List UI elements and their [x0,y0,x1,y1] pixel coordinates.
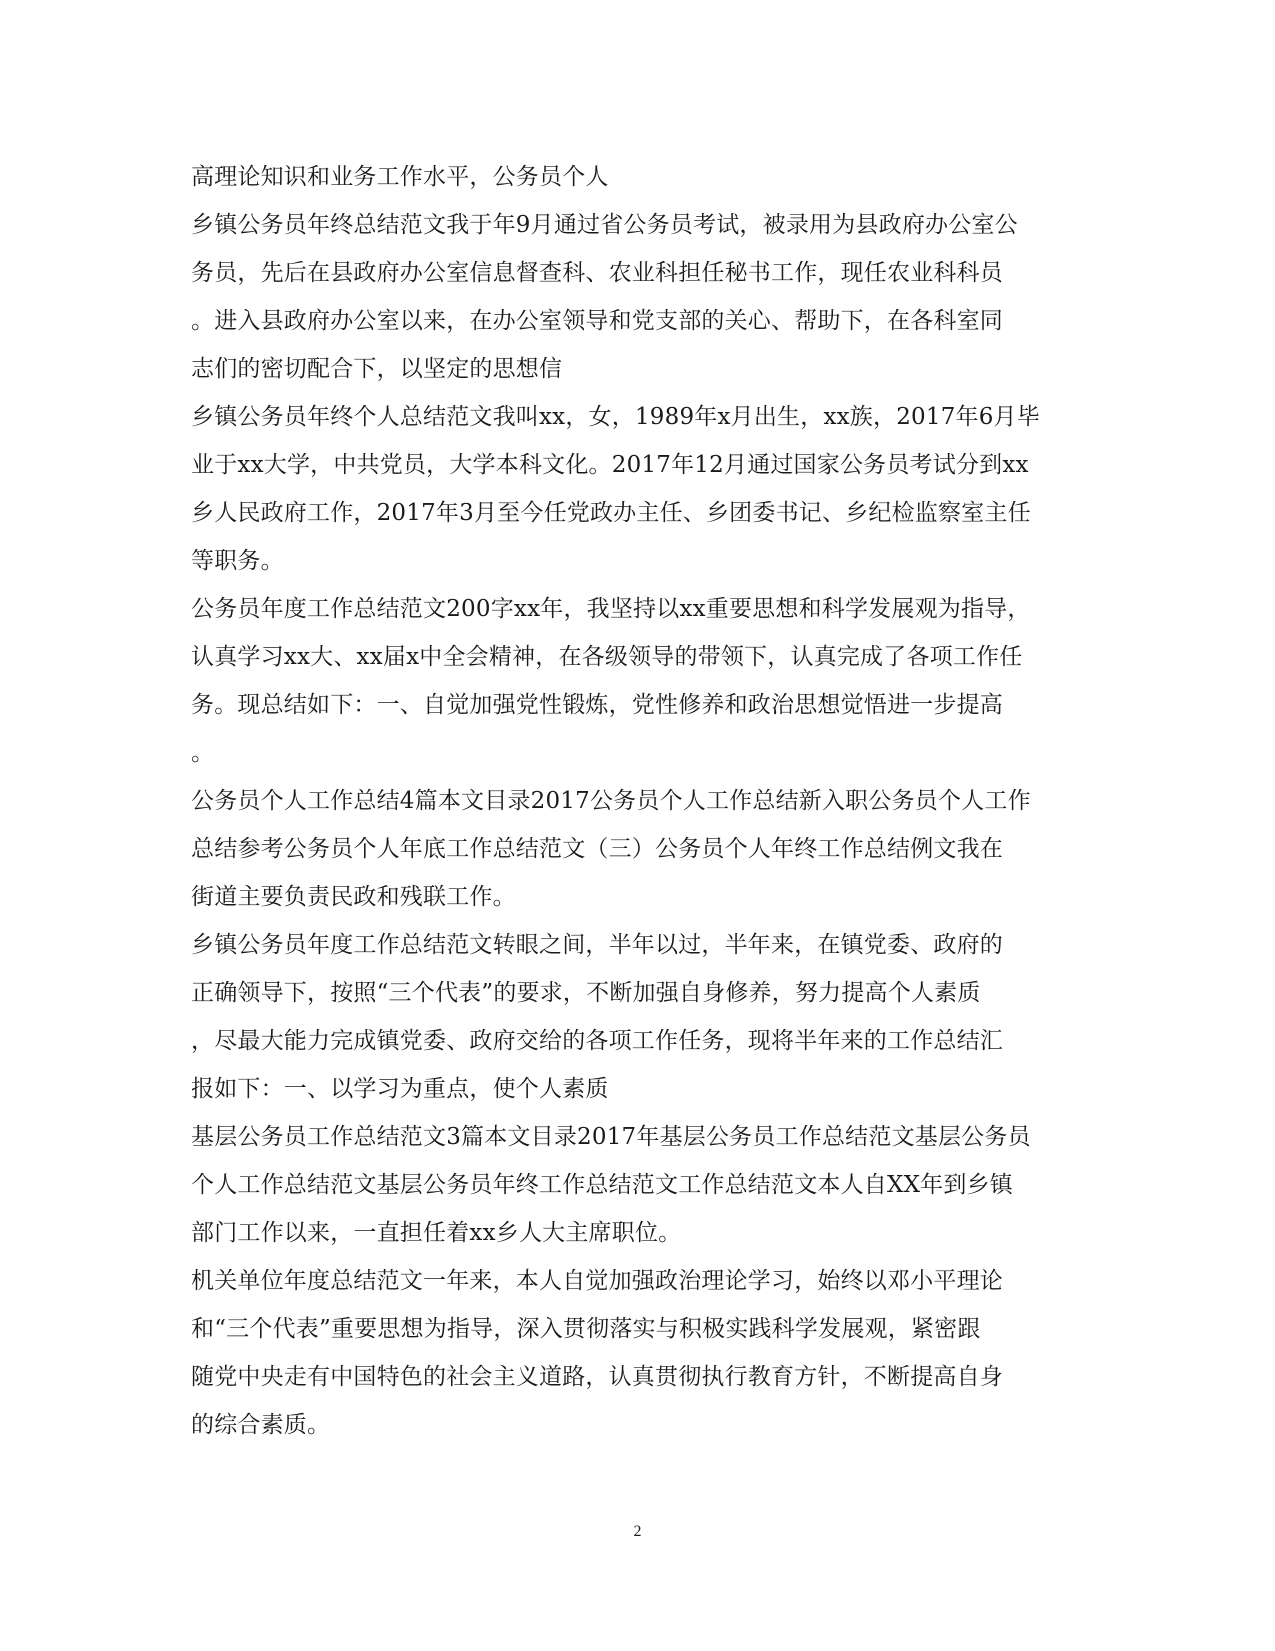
text-line: 部门工作以来，一直担任着xx乡人大主席职位。 [191,1220,682,1246]
text-line: 务员，先后在县政府办公室信息督查科、农业科担任秘书工作，现任农业科科员 [191,260,1003,286]
text-line: 机关单位年度总结范文一年来，本人自觉加强政治理论学习，始终以邓小平理论 [191,1268,1003,1294]
text-line: 报如下：一、以学习为重点，使个人素质 [191,1076,609,1102]
text-line: 高理论知识和业务工作水平，公务员个人 [191,164,609,190]
text-line: 务。现总结如下：一、自觉加强党性锻炼，党性修养和政治思想觉悟进一步提高 [191,692,1003,718]
text-line: 和“三个代表”重要思想为指导，深入贯彻落实与积极实践科学发展观，紧密跟 [191,1316,981,1342]
text-line: 街道主要负责民政和残联工作。 [191,884,516,910]
text-line: 。进入县政府办公室以来，在办公室领导和党支部的关心、帮助下，在各科室同 [191,308,1003,334]
text-line: 乡人民政府工作，2017年3月至今任党政办主任、乡团委书记、乡纪检监察室主任 [191,500,1031,526]
text-line: 志们的密切配合下，以坚定的思想信 [191,356,563,382]
text-line: 总结参考公务员个人年底工作总结范文（三）公务员个人年终工作总结例文我在 [191,836,1003,862]
text-line: 的综合素质。 [191,1412,331,1438]
text-line: 乡镇公务员年度工作总结范文转眼之间，半年以过，半年来，在镇党委、政府的 [191,932,1003,958]
text-line: 业于xx大学，中共党员，大学本科文化。2017年12月通过国家公务员考试分到xx [191,452,1029,478]
text-line: 随党中央走有中国特色的社会主义道路，认真贯彻执行教育方针，不断提高自身 [191,1364,1003,1390]
text-line: 公务员个人工作总结4篇本文目录2017公务员个人工作总结新入职公务员个人工作 [191,788,1031,814]
text-line: 。 [191,740,215,766]
text-line: 等职务。 [191,548,284,574]
text-line: 乡镇公务员年终个人总结范文我叫xx，女，1989年x月出生，xx族，2017年6月毕 [191,404,1040,430]
text-line: 基层公务员工作总结范文3篇本文目录2017年基层公务员工作总结范文基层公务员 [191,1124,1031,1150]
text-line: ，尽最大能力完成镇党委、政府交给的各项工作任务，现将半年来的工作总结汇 [191,1028,1003,1054]
text-line: 乡镇公务员年终总结范文我于年9月通过省公务员考试，被录用为县政府办公室公 [191,212,1018,238]
document-body [191,153,1091,1449]
text-line: 认真学习xx大、xx届x中全会精神，在各级领导的带领下，认真完成了各项工作任 [191,644,1023,670]
text-line: 个人工作总结范文基层公务员年终工作总结范文工作总结范文本人自XX年到乡镇 [191,1172,1013,1198]
text-line: 正确领导下，按照“三个代表”的要求，不断加强自身修养，努力提高个人素质 [191,980,981,1006]
page-number: 2 [633,1523,642,1540]
text-line: 公务员年度工作总结范文200字xx年，我坚持以xx重要思想和科学发展观为指导， [191,596,1031,622]
